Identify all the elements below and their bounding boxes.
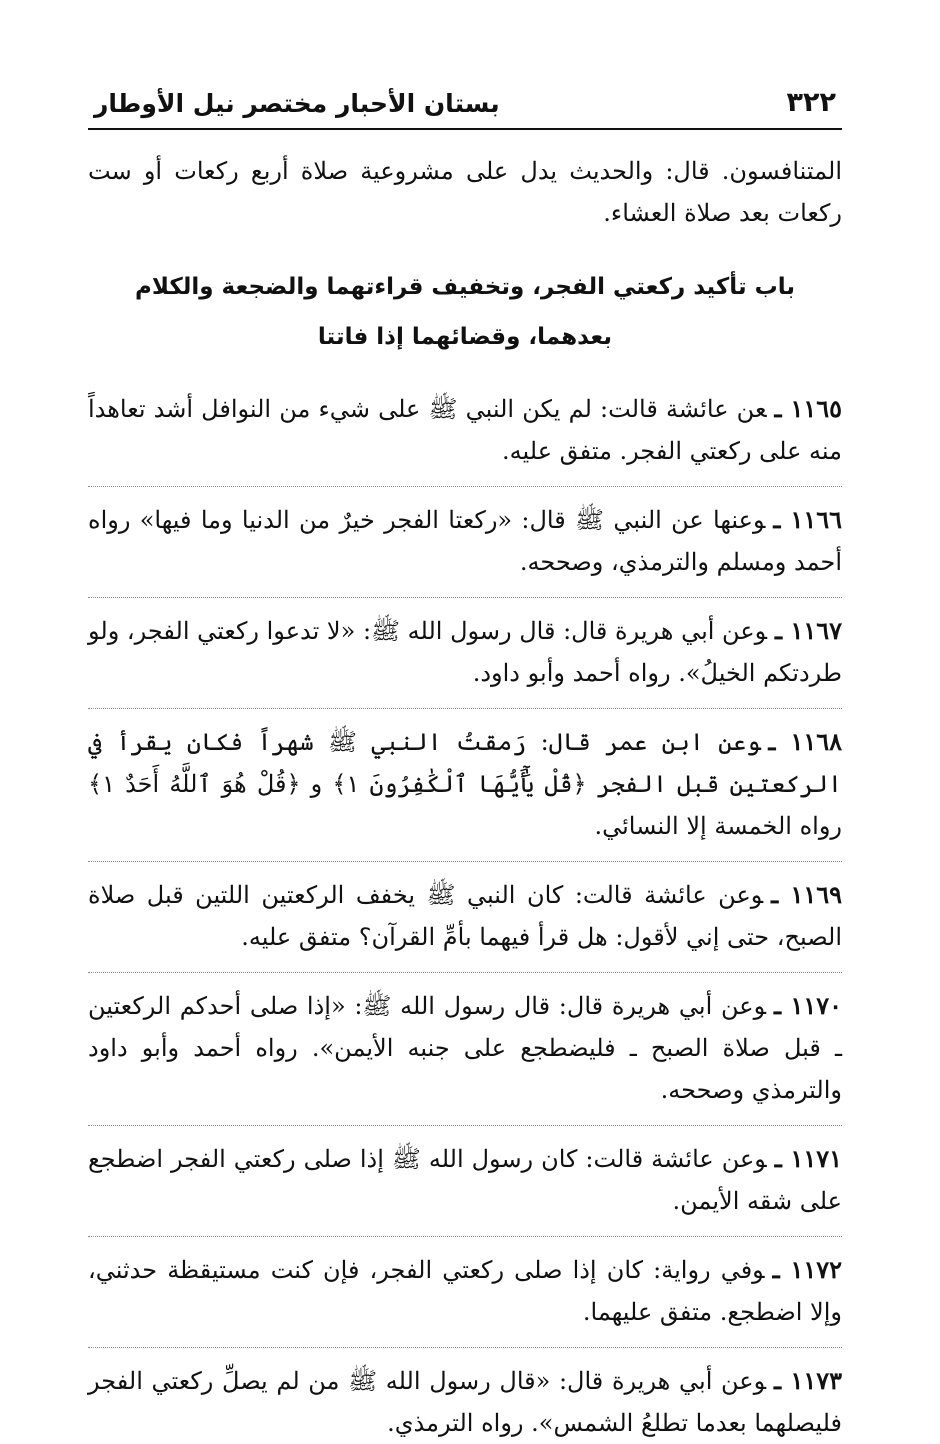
intro-paragraph: المتنافسون. قال: والحديث يدل على مشروعية صلاة أربع ركعات أو ست ركعات بعد صلاة العشاء. xyxy=(88,157,842,227)
hadith-number: ١١٦٧ ـ xyxy=(775,616,842,645)
hadith-number: ١١٦٦ ـ xyxy=(773,505,843,534)
hadith-number: ١١٧٠ ـ xyxy=(773,991,842,1020)
hadith-paragraph xyxy=(88,376,842,472)
hadith-number: ١١٧٣ ـ xyxy=(774,1366,842,1395)
hadith-text: وعن عائشة قالت: كان النبي ﷺ يخفف الركعتين اللتين قبل صلاة الصبح، حتى إني لأقول: هل قرأ فيهما بأمِّ القرآن؟ متفق عليه. xyxy=(88,881,842,951)
hadith-paragraph xyxy=(88,972,842,1111)
chapter-title: باب تأكيد ركعتي الفجر، وتخفيف قراءتهما والضجعة والكلام بعدهما، وقضائهما إذا فاتتا xyxy=(135,274,795,350)
hadith-number: ١١٦٥ ـ xyxy=(774,394,843,423)
hadith-text: وعن أبي هريرة قال: «قال رسول الله ﷺ من لم يصلِّ ركعتي الفجر فليصلهما بعدما تطلعُ الشمس». رواه الترمذي. xyxy=(88,1367,842,1437)
hadith-paragraph xyxy=(88,1236,842,1333)
page-content xyxy=(88,150,842,1444)
hadith-text: وعن عائشة قالت: كان رسول الله ﷺ إذا صلى ركعتي الفجر اضطجع على شقه الأيمن. xyxy=(88,1145,842,1215)
hadith-list xyxy=(88,376,842,1444)
hadith-paragraph xyxy=(88,1347,842,1444)
hadith-paragraph xyxy=(88,597,842,694)
book-page xyxy=(88,78,843,1437)
hadith-number: ١١٦٨ ـ xyxy=(768,727,842,756)
hadith-text: وعن ابن عمر قال: رَمقتُ النبي ﷺ شهراً فكان يقرأ في الركعتين قبل الفجر ﴿قُلْ يَٰٓأَيُّهَا ٱلْكَٰفِرُونَ ١﴾ و ﴿قُلْ هُوَ ٱللَّهُ أَحَدٌ ١﴾ رواه الخمسة إلا النسائي. xyxy=(88,728,842,840)
hadith-text: وعنها عن النبي ﷺ قال: «ركعتا الفجر خيرٌ من الدنيا وما فيها» رواه أحمد ومسلم والترمذي، وصححه. xyxy=(88,506,842,576)
hadith-paragraph xyxy=(88,486,842,583)
hadith-number: ١١٦٩ ـ xyxy=(771,880,842,909)
hadith-text: عن عائشة قالت: لم يكن النبي ﷺ على شيء من النوافل أشد تعاهداً منه على ركعتي الفجر. متفق عليه. xyxy=(88,395,842,465)
hadith-text: وفي رواية: كان إذا صلى ركعتي الفجر، فإن كنت مستيقظة حدثني، وإلا اضطجع. متفق عليهما. xyxy=(88,1256,842,1326)
running-header xyxy=(88,78,842,130)
hadith-paragraph xyxy=(88,708,842,847)
page-number: ٣٢٢ xyxy=(786,87,836,118)
hadith-paragraph xyxy=(88,861,842,958)
hadith-number: ١١٧١ ـ xyxy=(774,1144,842,1173)
hadith-number: ١١٧٢ ـ xyxy=(772,1255,843,1284)
hadith-text: وعن أبي هريرة قال: قال رسول الله ﷺ: «إذا صلى أحدكم الركعتين ـ قبل صلاة الصبح ـ فليضطجع على جنبه الأيمن». رواه أحمد وأبو داود والترمذي وصححه. xyxy=(88,992,842,1104)
book-title: بستان الأحبار مختصر نيل الأوطار xyxy=(94,89,500,118)
hadith-paragraph xyxy=(88,1125,842,1222)
hadith-text: وعن أبي هريرة قال: قال رسول الله ﷺ: «لا تدعوا ركعتي الفجر، ولو طردتكم الخيلُ». رواه أحمد وأبو داود. xyxy=(88,617,842,687)
